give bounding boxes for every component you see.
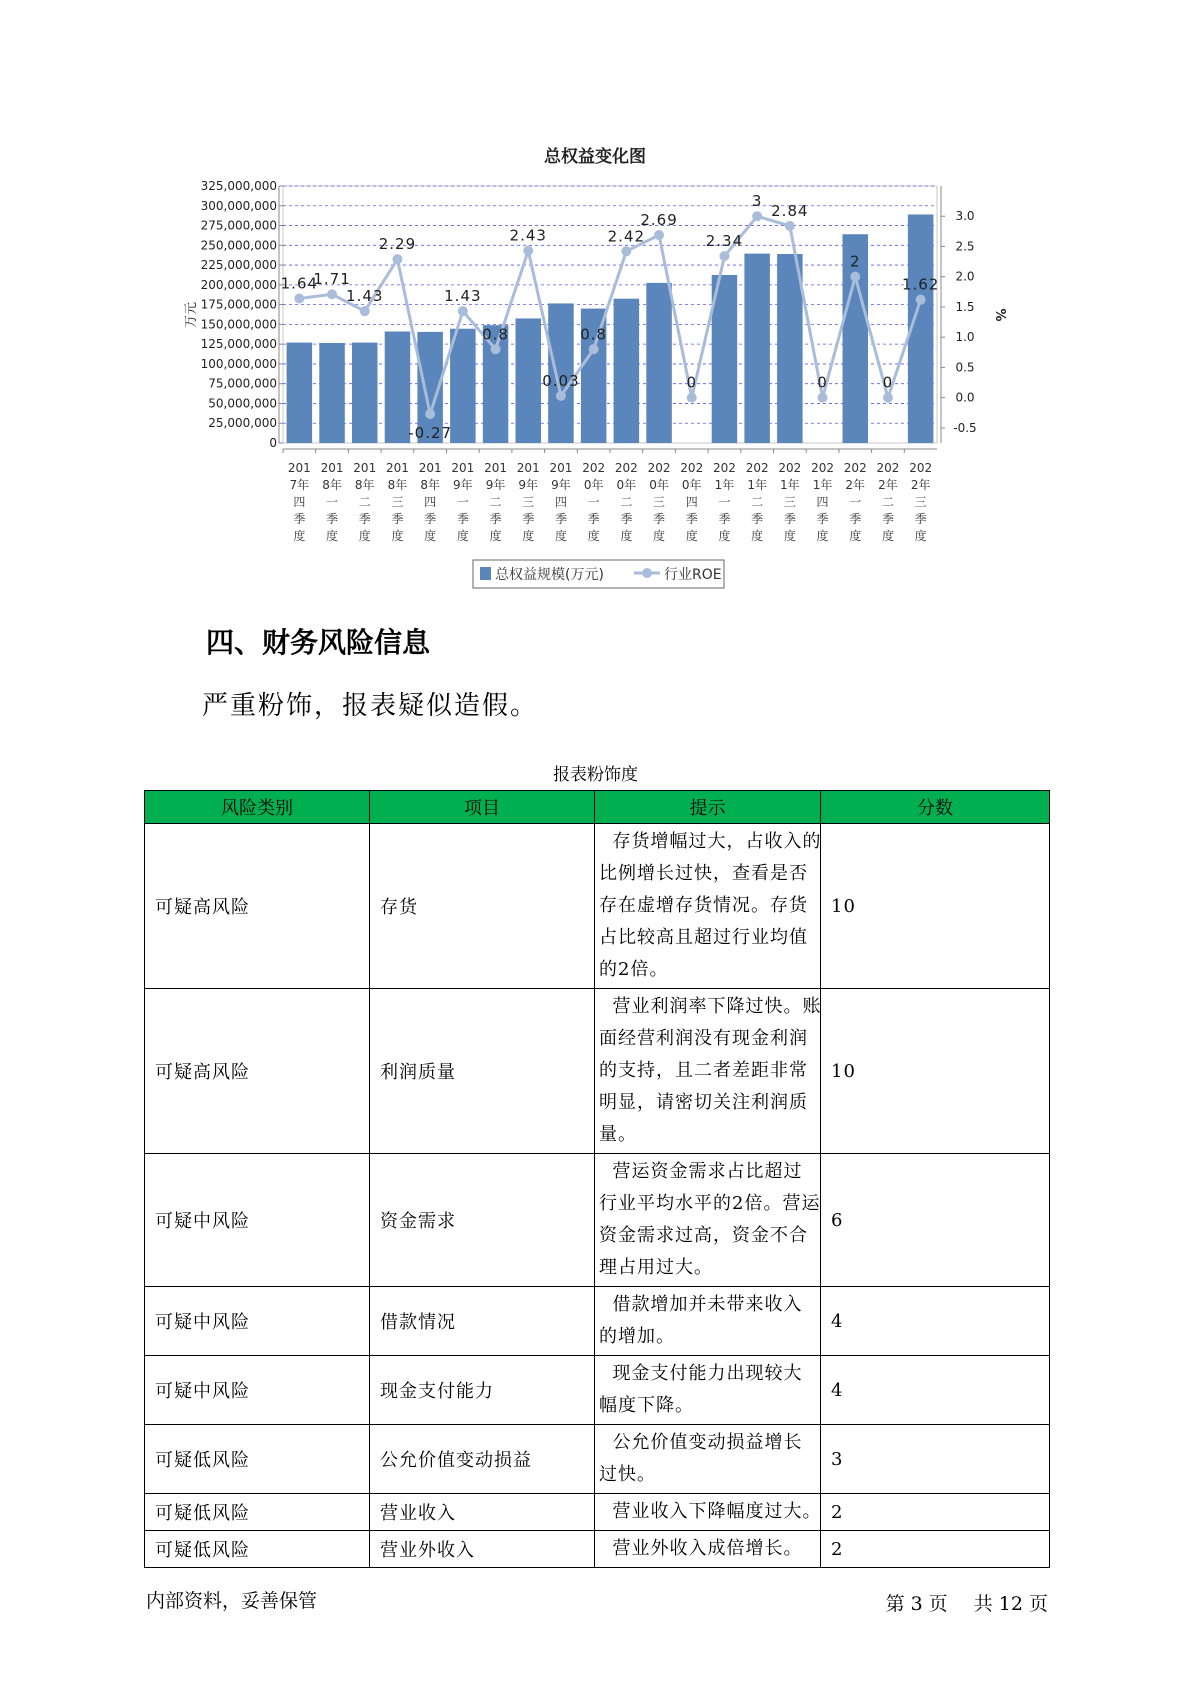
page-prefix: 第: [885, 1593, 905, 1615]
roe-data-label: 1.62: [901, 275, 940, 294]
bar: [385, 332, 411, 443]
x-tick-label: 季: [849, 512, 862, 526]
x-tick-label: 度: [293, 529, 306, 543]
roe-point: [785, 221, 795, 231]
roe-data-label: 2.43: [509, 226, 547, 245]
section-title: 四、财务风险信息: [206, 626, 431, 659]
x-tick-label: 二: [358, 495, 371, 509]
hint-line: 面经营利润没有现金利润: [599, 1028, 808, 1049]
risk-hint-cell: [595, 1531, 821, 1568]
x-tick-label: 8年: [354, 478, 375, 492]
hint-line: 资金需求过高，资金不合: [599, 1225, 808, 1246]
risk-score-cell: 4: [821, 1356, 1050, 1425]
legend-line-marker: [642, 568, 652, 578]
x-tick-label: 三: [522, 495, 535, 509]
bar: [515, 318, 541, 443]
bar: [352, 343, 378, 443]
plot-area: [280, 186, 940, 443]
roe-data-label: 1.64: [280, 274, 319, 293]
hint-line: 幅度下降。: [599, 1395, 694, 1416]
risk-category-cell: 可疑高风险: [145, 989, 370, 1154]
bar: [744, 254, 770, 443]
x-tick-label: 0年: [616, 478, 637, 492]
x-tick-label: 季: [358, 512, 371, 526]
x-tick-label: 四: [816, 495, 829, 509]
header-item: 项目: [370, 791, 595, 824]
x-tick-label: 季: [554, 512, 567, 526]
y-tick-label: 250,000,000: [200, 238, 277, 253]
roe-point: [719, 251, 729, 261]
roe-point: [589, 344, 599, 354]
x-tick-label: 201: [484, 461, 508, 475]
x-tick-label: 202: [712, 461, 736, 475]
x-tick-label: 季: [489, 512, 502, 526]
x-tick-label: 2年: [910, 478, 931, 492]
x-tick-label: 度: [620, 529, 633, 543]
risk-hint-cell: [595, 1494, 821, 1531]
x-tick-label: 季: [751, 512, 764, 526]
risk-category-cell: 可疑高风险: [145, 824, 370, 989]
risk-item-cell: 利润质量: [370, 989, 595, 1154]
roe-point: [294, 293, 304, 303]
roe-point: [883, 393, 893, 403]
risk-item-cell: 存货: [370, 824, 595, 989]
x-tick-label: 9年: [453, 478, 473, 492]
x-tick-label: 季: [783, 512, 796, 526]
x-tick-label: 季: [456, 512, 469, 526]
roe-data-label: 2.42: [607, 227, 646, 246]
legend-bar-label: 总权益规模(万元): [495, 567, 604, 583]
page-current: 3: [910, 1593, 923, 1615]
y2-tick-label: 1.5: [955, 299, 975, 314]
hint-line: 存货增幅过大，占收入的: [599, 831, 822, 852]
y-tick-label: 275,000,000: [200, 218, 277, 233]
x-tick-label: 202: [614, 461, 638, 475]
x-tick-label: 二: [620, 495, 633, 509]
x-tick-label: 季: [326, 512, 339, 526]
x-tick-label: 0年: [649, 478, 669, 492]
risk-item-cell: 借款情况: [370, 1287, 595, 1356]
x-tick-label: 202: [647, 461, 671, 475]
risk-table: [144, 790, 1050, 1568]
x-tick-label: 1年: [780, 478, 800, 492]
x-tick-label: 四: [554, 495, 567, 509]
x-tick-label: 季: [718, 512, 731, 526]
hint-line: 存在虚增存货情况。存货: [599, 895, 808, 916]
roe-point: [752, 211, 762, 221]
roe-point: [850, 272, 860, 282]
bar: [450, 329, 476, 443]
roe-point: [458, 306, 468, 316]
roe-point: [916, 295, 926, 305]
x-tick-label: 9年: [518, 478, 539, 492]
page-total: 12: [998, 1593, 1023, 1615]
y2-tick-label: -0.5: [953, 420, 977, 435]
y-tick-label: 0: [269, 436, 277, 450]
roe-data-label: 2.34: [705, 232, 744, 251]
x-tick-label: 度: [849, 529, 862, 543]
roe-data-label: 0.8: [580, 325, 608, 344]
x-tick-label: 度: [587, 529, 600, 543]
y-tick-label: 50,000,000: [208, 396, 277, 411]
x-tick-label: 季: [587, 512, 600, 526]
x-tick-label: 0年: [583, 478, 604, 492]
hint-line: 的2倍。: [599, 959, 669, 980]
x-tick-label: 度: [424, 529, 437, 543]
y-tick-label: 175,000,000: [200, 297, 277, 312]
x-tick-label: 度: [685, 529, 698, 543]
risk-score-cell: 10: [821, 989, 1050, 1154]
hint-line: 理占用过大。: [599, 1257, 713, 1278]
bar: [777, 254, 803, 443]
risk-hint-cell: [595, 1287, 821, 1356]
x-tick-label: 二: [881, 495, 894, 509]
roe-data-label: 2.69: [640, 210, 678, 229]
x-tick-label: 四: [424, 495, 437, 509]
x-tick-label: 8年: [322, 478, 342, 492]
risk-hint-cell: [595, 1425, 821, 1494]
table-row: [145, 989, 1050, 1154]
x-tick-label: 0年: [681, 478, 702, 492]
risk-score-cell: 3: [821, 1425, 1050, 1494]
x-tick-label: 度: [489, 529, 502, 543]
x-tick-label: 202: [876, 461, 900, 475]
x-tick-label: 202: [745, 461, 769, 475]
bar: [614, 299, 640, 443]
bar: [646, 283, 672, 443]
hint-line: 公允价值变动损益增长: [599, 1432, 803, 1453]
x-tick-label: 2年: [845, 478, 866, 492]
risk-table-body: [145, 824, 1050, 1568]
roe-data-label: 0: [686, 373, 698, 392]
legend-bar-swatch: [480, 567, 491, 580]
x-tick-label: 202: [680, 461, 704, 475]
risk-score-cell: 2: [821, 1531, 1050, 1568]
x-tick-label: 度: [653, 529, 666, 543]
chart-title: 总权益变化图: [544, 147, 646, 167]
x-tick-label: 201: [320, 461, 344, 475]
x-tick-label: 季: [620, 512, 633, 526]
hint-line: 现金支付能力出现较大: [599, 1363, 803, 1384]
y2-axis-label: %: [992, 308, 1007, 322]
footer-page-number: [883, 1589, 1051, 1616]
roe-point: [425, 409, 435, 419]
hint-line: 比例增长过快，查看是否: [599, 863, 808, 884]
hint-line: 营业外收入成倍增长。: [599, 1538, 803, 1559]
x-tick-label: 201: [516, 461, 540, 475]
table-row: [145, 1425, 1050, 1494]
roe-point: [654, 230, 664, 240]
roe-data-label: 2: [849, 252, 861, 271]
table-row: [145, 1287, 1050, 1356]
risk-hint-cell: [595, 1356, 821, 1425]
risk-score-cell: 10: [821, 824, 1050, 989]
roe-point: [818, 393, 828, 403]
risk-hint-cell: [595, 989, 821, 1154]
header-hint: 提示: [595, 791, 821, 824]
risk-item-cell: 公允价值变动损益: [370, 1425, 595, 1494]
x-tick-label: 度: [326, 529, 339, 543]
x-tick-label: 202: [582, 461, 606, 475]
x-tick-label: 202: [778, 461, 802, 475]
x-tick-label: 1年: [714, 478, 735, 492]
x-tick-label: 度: [554, 529, 567, 543]
risk-hint-cell: [595, 824, 821, 989]
roe-point: [556, 391, 566, 401]
x-tick-label: 季: [685, 512, 698, 526]
x-tick-label: 一: [849, 495, 862, 509]
risk-category-cell: 可疑低风险: [145, 1494, 370, 1531]
risk-item-cell: 营业收入: [370, 1494, 595, 1531]
hint-line: 明显，请密切关注利润质: [599, 1092, 808, 1113]
x-tick-label: 202: [909, 461, 933, 475]
section-summary: 严重粉饰，报表疑似造假。: [202, 691, 539, 721]
x-tick-label: 8年: [420, 478, 440, 492]
y2-tick-label: 0.0: [955, 390, 975, 405]
roe-point: [327, 289, 337, 299]
table-row: [145, 1154, 1050, 1287]
roe-data-label: -0.27: [408, 423, 453, 442]
roe-data-label: 0: [817, 373, 828, 392]
x-tick-label: 1年: [812, 478, 833, 492]
roe-data-label: 2.29: [378, 235, 417, 254]
table-row: [145, 1531, 1050, 1568]
hint-line: 量。: [599, 1124, 637, 1145]
x-tick-label: 度: [881, 529, 894, 543]
page-mid: 页: [928, 1593, 948, 1615]
y-tick-label: 325,000,000: [200, 179, 277, 193]
roe-point: [360, 306, 370, 316]
risk-category-cell: 可疑中风险: [145, 1287, 370, 1356]
risk-category-cell: 可疑中风险: [145, 1154, 370, 1287]
bar: [319, 343, 345, 443]
roe-data-label: 0.03: [542, 371, 580, 390]
risk-category-cell: 可疑低风险: [145, 1531, 370, 1568]
x-tick-label: 二: [489, 495, 502, 509]
hint-line: 营业利润率下降过快。账: [599, 996, 822, 1017]
x-tick-label: 季: [293, 512, 306, 526]
table-row: [145, 1356, 1050, 1425]
x-tick-label: 三: [914, 495, 927, 509]
bar: [287, 343, 313, 443]
risk-category-cell: 可疑低风险: [145, 1425, 370, 1494]
x-tick-label: 度: [783, 529, 796, 543]
x-tick-label: 202: [811, 461, 835, 475]
roe-data-label: 0: [882, 373, 894, 392]
roe-data-label: 1.43: [444, 287, 482, 306]
x-tick-label: 四: [685, 495, 698, 509]
hint-line: 营运资金需求占比超过: [599, 1161, 803, 1182]
y2-tick-label: 0.5: [955, 360, 975, 375]
y-tick-label: 75,000,000: [208, 376, 277, 391]
x-tick-label: 季: [653, 512, 666, 526]
chart-svg: [0, 0, 1191, 610]
header-category: 风险类别: [145, 791, 370, 824]
y-tick-label: 25,000,000: [208, 416, 277, 431]
table-caption: 报表粉饰度: [553, 765, 638, 785]
x-tick-label: 度: [391, 529, 404, 543]
y-tick-label: 100,000,000: [200, 356, 277, 371]
y-tick-label: 150,000,000: [200, 317, 277, 332]
x-tick-label: 三: [783, 495, 796, 509]
x-tick-label: 201: [549, 461, 573, 475]
hint-line: 过快。: [599, 1464, 656, 1485]
x-tick-label: 度: [914, 529, 927, 543]
y2-tick-label: 3.0: [955, 209, 975, 224]
roe-data-label: 0.8: [482, 325, 509, 344]
x-tick-label: 度: [358, 529, 371, 543]
x-tick-label: 一: [587, 495, 600, 509]
y-axis-label: 万元: [184, 301, 199, 329]
roe-point: [491, 344, 501, 354]
x-tick-label: 一: [456, 495, 469, 509]
x-tick-label: 201: [451, 461, 475, 475]
x-tick-label: 7年: [289, 478, 310, 492]
y-tick-label: 125,000,000: [200, 337, 277, 352]
x-tick-label: 季: [522, 512, 535, 526]
risk-item-cell: 营业外收入: [370, 1531, 595, 1568]
hint-line: 的增加。: [599, 1326, 675, 1347]
x-tick-label: 2年: [878, 478, 898, 492]
roe-data-label: 1.43: [346, 287, 384, 306]
hint-line: 营业收入下降幅度过大。: [599, 1501, 822, 1522]
x-tick-label: 201: [385, 461, 409, 475]
roe-point: [687, 393, 697, 403]
roe-point: [392, 254, 402, 264]
x-tick-label: 9年: [551, 478, 571, 492]
x-tick-label: 9年: [485, 478, 506, 492]
x-tick-label: 四: [293, 495, 306, 509]
total-suffix: 页: [1028, 1593, 1048, 1615]
y-tick-label: 225,000,000: [200, 258, 277, 273]
header-score: 分数: [821, 791, 1050, 824]
roe-point: [523, 246, 533, 256]
y-tick-label: 200,000,000: [200, 277, 277, 292]
footer-confidential: 内部资料，妥善保管: [146, 1590, 318, 1612]
x-tick-label: 季: [881, 512, 894, 526]
hint-line: 的支持，且二者差距非常: [599, 1060, 808, 1081]
risk-category-cell: 可疑中风险: [145, 1356, 370, 1425]
x-tick-label: 度: [456, 529, 469, 543]
x-tick-label: 一: [718, 495, 731, 509]
equity-chart: [0, 0, 1191, 610]
x-tick-label: 季: [424, 512, 437, 526]
roe-data-label: 2.84: [771, 201, 809, 220]
hint-line: 行业平均水平的2倍。营运: [599, 1193, 821, 1214]
x-tick-label: 一: [326, 495, 339, 509]
table-row: [145, 1494, 1050, 1531]
x-tick-label: 度: [718, 529, 731, 543]
x-tick-label: 三: [653, 495, 666, 509]
x-tick-label: 度: [816, 529, 829, 543]
x-tick-label: 度: [522, 529, 535, 543]
x-tick-label: 202: [843, 461, 867, 475]
x-tick-label: 度: [751, 529, 764, 543]
hint-line: 占比较高且超过行业均值: [599, 927, 808, 948]
risk-hint-cell: [595, 1154, 821, 1287]
legend-line-label: 行业ROE: [664, 567, 722, 583]
table-header-row: [145, 791, 1050, 824]
roe-data-label: 1.71: [313, 270, 351, 289]
x-tick-label: 201: [353, 461, 377, 475]
y-tick-label: 300,000,000: [200, 198, 277, 213]
x-tick-label: 1年: [747, 478, 767, 492]
roe-data-label: 3: [751, 192, 763, 211]
roe-point: [621, 246, 631, 256]
x-tick-label: 二: [751, 495, 764, 509]
y2-tick-label: 2.0: [955, 269, 975, 284]
risk-item-cell: 资金需求: [370, 1154, 595, 1287]
x-tick-label: 季: [914, 512, 927, 526]
x-tick-label: 201: [418, 461, 442, 475]
hint-line: 借款增加并未带来收入: [599, 1294, 803, 1315]
x-tick-label: 三: [391, 495, 404, 509]
risk-score-cell: 6: [821, 1154, 1050, 1287]
x-tick-label: 季: [391, 512, 404, 526]
risk-score-cell: 2: [821, 1494, 1050, 1531]
risk-score-cell: 4: [821, 1287, 1050, 1356]
y2-tick-label: 1.0: [955, 330, 975, 345]
x-tick-label: 201: [287, 461, 311, 475]
total-prefix: 共: [973, 1593, 993, 1615]
y2-tick-label: 2.5: [955, 239, 975, 254]
x-tick-label: 8年: [387, 478, 408, 492]
x-tick-label: 季: [816, 512, 829, 526]
table-row: [145, 824, 1050, 989]
risk-item-cell: 现金支付能力: [370, 1356, 595, 1425]
